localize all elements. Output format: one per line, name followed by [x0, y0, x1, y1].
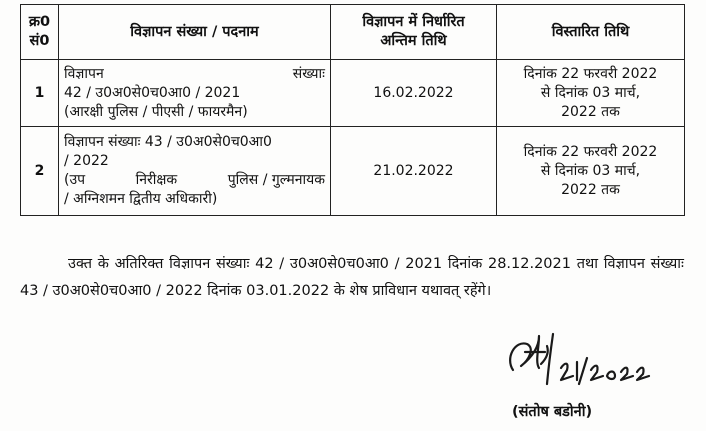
post-line: विज्ञापन संख्याः	[64, 65, 325, 82]
handwritten-signature	[495, 318, 675, 398]
post-line: / 2022	[64, 153, 109, 169]
header-post: विज्ञापन संख्या / पदनाम	[59, 5, 331, 60]
notice-paragraph	[20, 251, 684, 305]
table-row	[21, 127, 685, 216]
notice-paragraph-text: उक्त के अतिरिक्त विज्ञापन संख्याः 42 / उ0अ0से0च0आ0 / 2021 दिनांक 28.12.2021 तथा विज्ञापन संख्याः 43 / उ0अ0से0च0आ0 / 2022 दिनांक 03.01.2022 के शेष प्राविधान यथावत् रहेंगे।	[20, 255, 684, 299]
header-serial-number: क्र0 सं0	[21, 5, 59, 60]
header-last-date: विज्ञापन में निर्धारित अन्तिम तिथि	[331, 5, 497, 60]
post-line: (आरक्षी पुलिस / पीएसी / फायरमैन)	[64, 103, 248, 120]
header-extended-date: विस्तारित तिथि	[497, 5, 685, 60]
post-cell	[59, 127, 331, 216]
post-line: (उप निरीक्षक पुलिस / गुल्मनायक	[64, 172, 325, 188]
post-line: / अग्निशमन द्वितीय अधिकारी)	[64, 191, 218, 207]
last-date-cell: 16.02.2022	[331, 60, 497, 127]
table-row	[21, 60, 685, 127]
extended-date-cell: दिनांक 22 फरवरी 2022 से दिनांक 03 मार्च, 2022 तक	[497, 60, 685, 127]
last-date-cell: 21.02.2022	[331, 127, 497, 216]
serial-number-cell: 1	[21, 60, 59, 127]
table-header-row	[21, 5, 685, 60]
extension-table	[20, 4, 685, 216]
signer-name: (संतोष बडोनी)	[512, 404, 593, 420]
post-cell	[59, 60, 331, 127]
extended-date-cell: दिनांक 22 फरवरी 2022 से दिनांक 03 मार्च, 2022 तक	[497, 127, 685, 216]
post-line: 42 / उ0अ0से0च0आ0 / 2021	[64, 84, 241, 101]
serial-number-cell: 2	[21, 127, 59, 216]
post-line: विज्ञापन संख्याः 43 / उ0अ0से0च0आ0	[64, 134, 272, 150]
